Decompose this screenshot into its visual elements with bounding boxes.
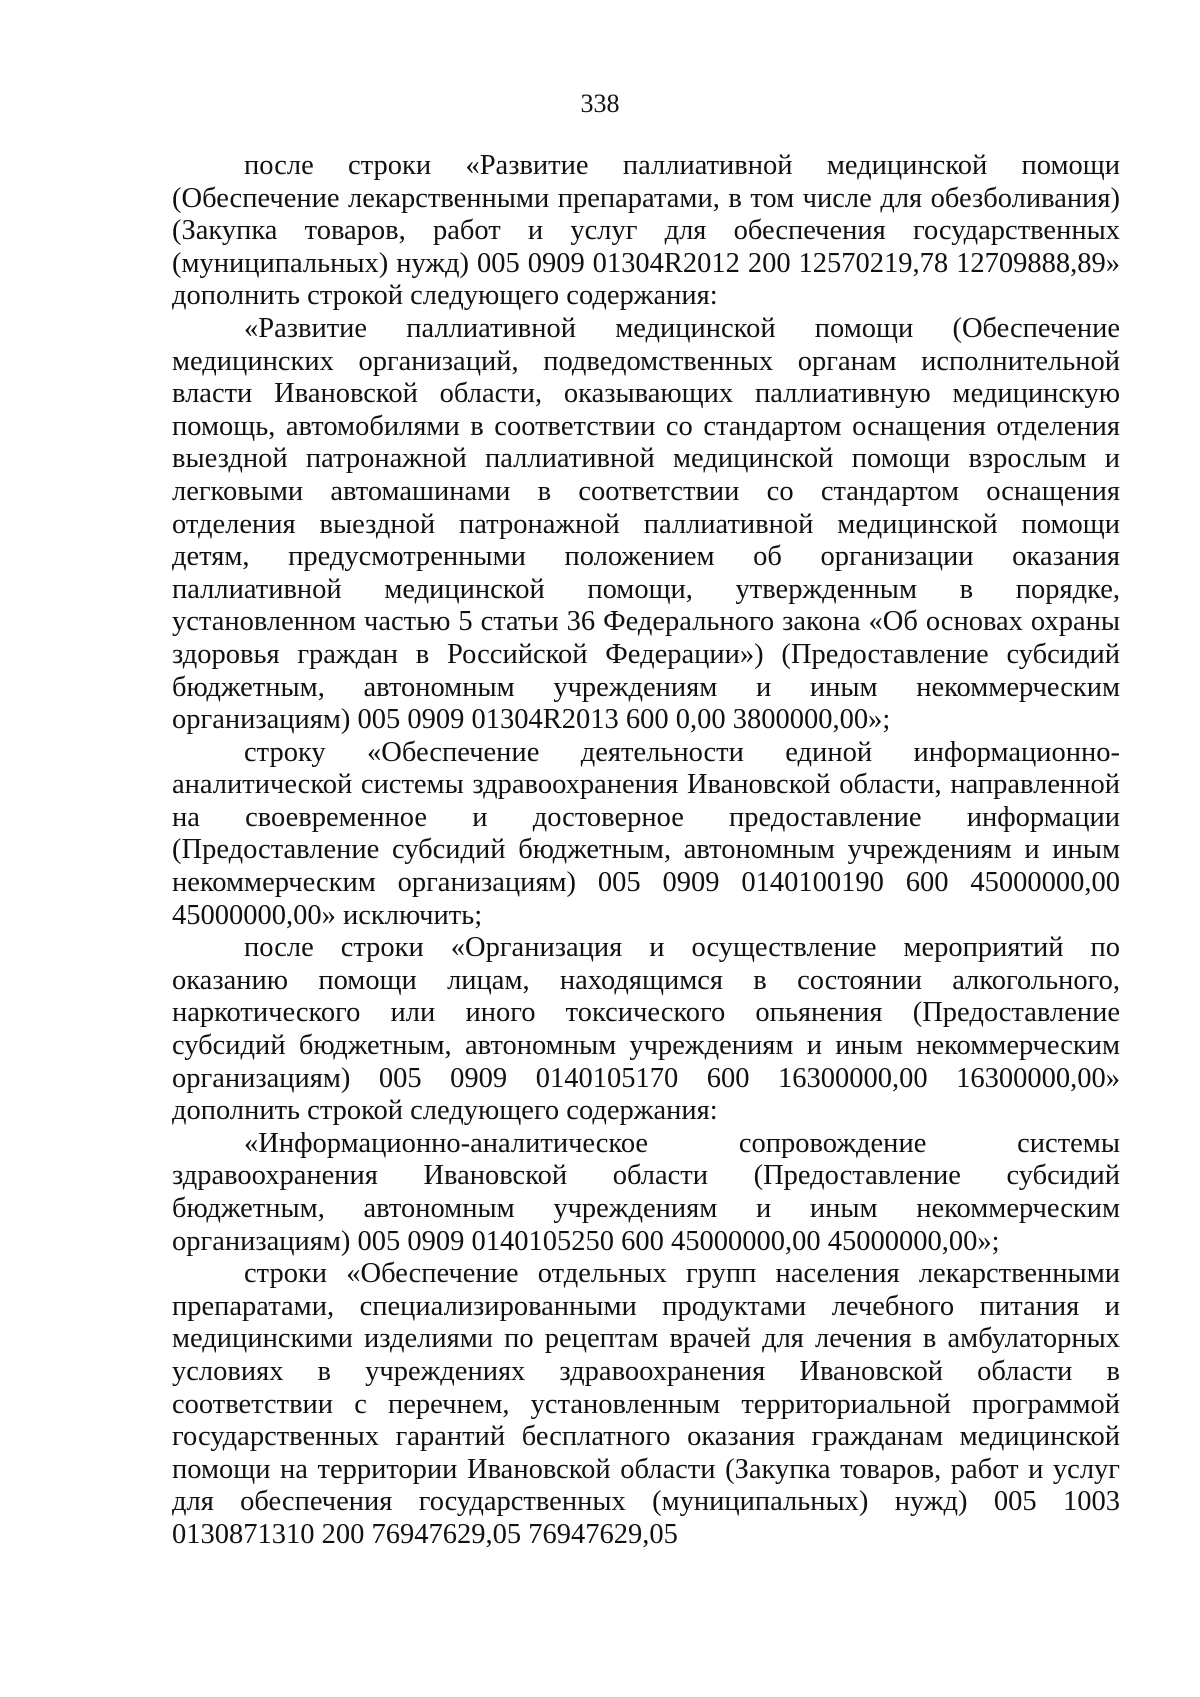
page-number: 338	[580, 89, 620, 118]
paragraph: «Информационно-аналитическое сопровождение системы здравоохранения Ивановской области (Предоставление субсидий бюджетным, автономным учреждениям и иным некоммерческим организациям) 005 0909 0140105250 600 45000000,00 45000000,00»;	[172, 1127, 1120, 1257]
paragraph: после строки «Организация и осуществление мероприятий по оказанию помощи лицам, находящимся в состоянии алкогольного, наркотического или иного токсического опьянения (Предоставление субсидий бюджетным, автономным учреждениям и иным некоммерческим организациям) 005 0909 0140105170 600 16300000,00 16300000,00» дополнить строкой следующего содержания:	[172, 932, 1120, 1127]
paragraph: «Развитие паллиативной медицинской помощи (Обеспечение медицинских организаций, подведомственных органам исполнительной власти Ивановской области, оказывающих паллиативную медицинскую помощь, автомобилями в соответствии со стандартом оснащения отделения выездной патронажной паллиативной медицинской помощи взрослым и легковыми автомашинами в соответствии со стандартом оснащения отделения выездной патронажной паллиативной медицинской помощи детям, предусмотренными положением об организации оказания паллиативной медицинской помощи, утвержденным в порядке, установленном частью 5 статьи 36 Федерального закона «Об основах охраны здоровья граждан в Российской Федерации») (Предоставление субсидий бюджетным, автономным учреждениям и иным некоммерческим организациям) 005 0909 01304R2013 600 0,00 3800000,00»;	[172, 312, 1120, 736]
paragraph: строки «Обеспечение отдельных групп населения лекарственными препаратами, специализированными продуктами лечебного питания и медицинскими изделиями по рецептам врачей для лечения в амбулаторных условиях в учреждениях здравоохранения Ивановской области в соответствии с перечнем, установленным территориальной программой государственных гарантий бесплатного оказания гражданам медицинской помощи на территории Ивановской области (Закупка товаров, работ и услуг для обеспечения государственных (муниципальных) нужд) 005 1003 0130871310 200 76947629,05 76947629,05	[172, 1258, 1120, 1550]
document-body	[172, 150, 1120, 1552]
paragraph: строку «Обеспечение деятельности единой информационно-аналитической системы здравоохранения Ивановской области, направленной на своевременное и достоверное предоставление информации (Предоставление субсидий бюджетным, автономным учреждениям и иным некоммерческим организациям) 005 0909 0140100190 600 45000000,00 45000000,00» исключить;	[172, 736, 1120, 931]
paragraph: после строки «Развитие паллиативной медицинской помощи (Обеспечение лекарственными препаратами, в том числе для обезболивания) (Закупка товаров, работ и услуг для обеспечения государственных (муниципальных) нужд) 005 0909 01304R2012 200 12570219,78 12709888,89» дополнить строкой следующего содержания:	[172, 150, 1120, 312]
